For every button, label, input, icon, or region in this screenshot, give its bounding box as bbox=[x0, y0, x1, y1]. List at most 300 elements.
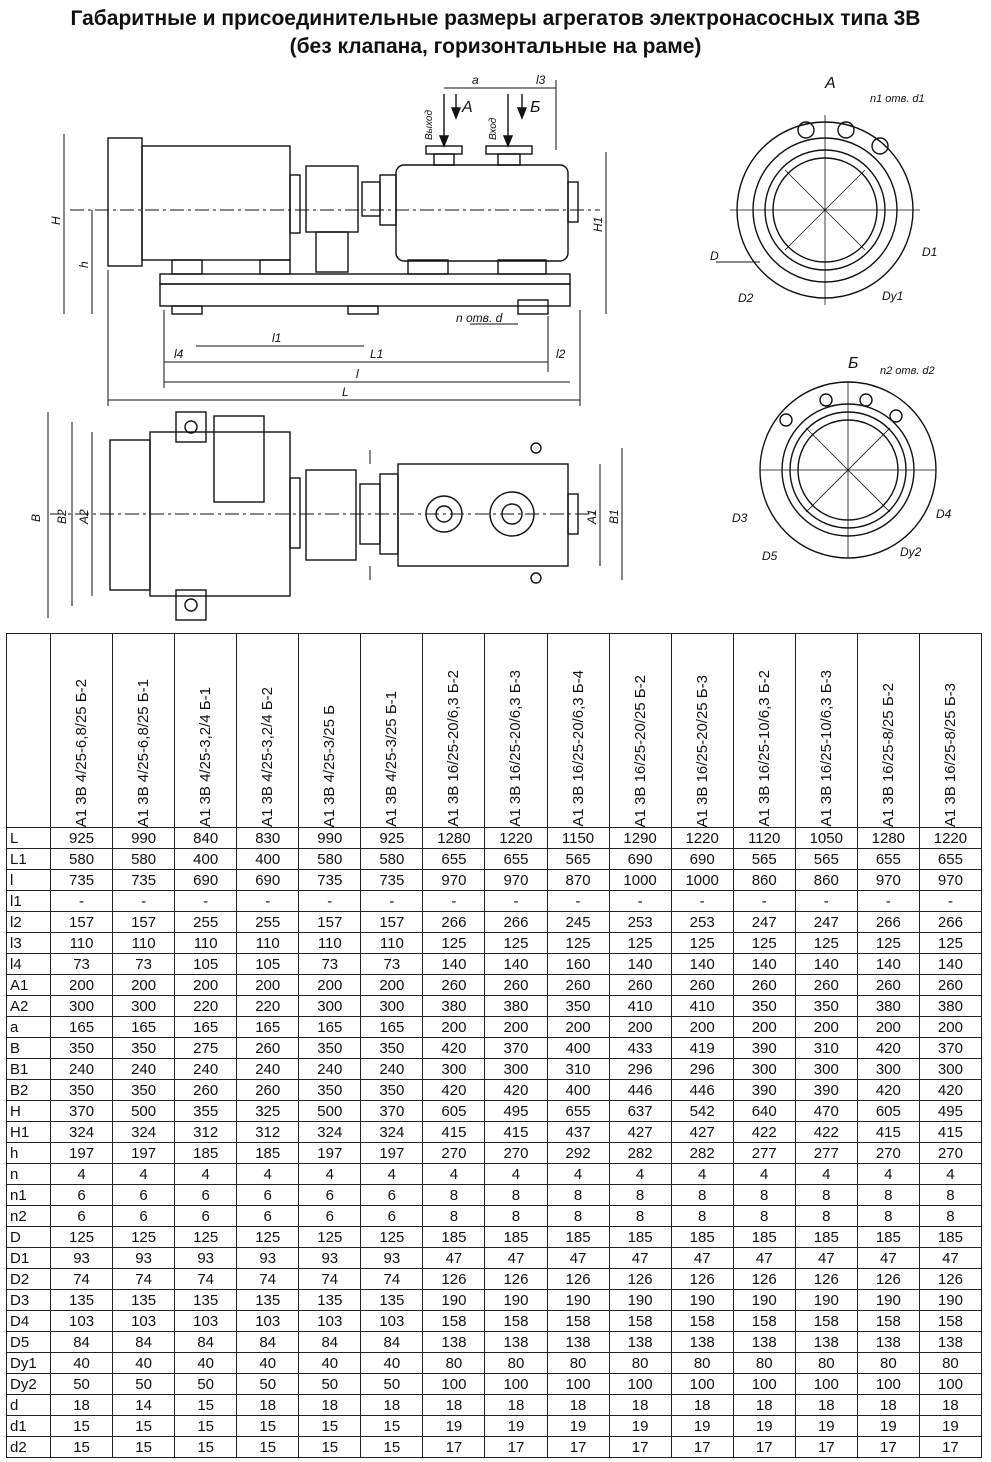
row-parameter-label: H bbox=[7, 1101, 51, 1122]
table-cell: 17 bbox=[547, 1437, 609, 1458]
table-cell: - bbox=[361, 891, 423, 912]
row-parameter-label: B1 bbox=[7, 1059, 51, 1080]
table-cell: 220 bbox=[237, 996, 299, 1017]
table-cell: 580 bbox=[51, 849, 113, 870]
table-cell: 103 bbox=[51, 1311, 113, 1332]
table-cell: 415 bbox=[423, 1122, 485, 1143]
table-cell: 500 bbox=[113, 1101, 175, 1122]
table-cell: 40 bbox=[51, 1353, 113, 1374]
row-parameter-label: H1 bbox=[7, 1122, 51, 1143]
model-header bbox=[51, 634, 113, 828]
model-header-label: А1 3В 4/25-3/25 Б-1 bbox=[383, 691, 401, 827]
table-cell: 40 bbox=[361, 1353, 423, 1374]
table-cell: 260 bbox=[237, 1080, 299, 1101]
table-row bbox=[7, 1017, 982, 1038]
table-cell: 190 bbox=[609, 1290, 671, 1311]
table-cell: 200 bbox=[733, 1017, 795, 1038]
table-cell: 110 bbox=[299, 933, 361, 954]
model-header-label: А1 3В 16/25-20/6,3 Б-4 bbox=[569, 670, 587, 827]
table-cell: 410 bbox=[609, 996, 671, 1017]
table-cell: 40 bbox=[175, 1353, 237, 1374]
table-cell: 200 bbox=[795, 1017, 857, 1038]
table-cell: 420 bbox=[919, 1080, 981, 1101]
row-parameter-label: l1 bbox=[7, 891, 51, 912]
table-cell: 135 bbox=[299, 1290, 361, 1311]
table-cell: 8 bbox=[485, 1206, 547, 1227]
table-cell: 350 bbox=[299, 1080, 361, 1101]
table-cell: 277 bbox=[733, 1143, 795, 1164]
table-cell: 40 bbox=[299, 1353, 361, 1374]
table-cell: 19 bbox=[919, 1416, 981, 1437]
row-parameter-label: B2 bbox=[7, 1080, 51, 1101]
table-cell: 270 bbox=[423, 1143, 485, 1164]
table-cell: 157 bbox=[361, 912, 423, 933]
table-cell: 165 bbox=[175, 1017, 237, 1038]
table-cell: 17 bbox=[795, 1437, 857, 1458]
model-header-label: А1 3В 16/25-20/25 Б-3 bbox=[693, 674, 711, 827]
table-cell: 200 bbox=[671, 1017, 733, 1038]
table-cell: 690 bbox=[609, 849, 671, 870]
table-cell: 300 bbox=[299, 996, 361, 1017]
table-cell: 15 bbox=[237, 1416, 299, 1437]
table-cell: 350 bbox=[361, 1080, 423, 1101]
label-H1: H1 bbox=[591, 216, 605, 232]
table-cell: 4 bbox=[857, 1164, 919, 1185]
technical-drawing bbox=[0, 60, 991, 630]
table-cell: 15 bbox=[51, 1437, 113, 1458]
table-cell: 100 bbox=[733, 1374, 795, 1395]
table-cell: 266 bbox=[857, 912, 919, 933]
table-cell: 190 bbox=[547, 1290, 609, 1311]
label-flange-b-Dy2: Dу2 bbox=[900, 545, 922, 559]
table-cell: 100 bbox=[857, 1374, 919, 1395]
table-cell: 247 bbox=[795, 912, 857, 933]
table-cell: 110 bbox=[361, 933, 423, 954]
table-cell: 260 bbox=[237, 1038, 299, 1059]
table-cell: 84 bbox=[175, 1332, 237, 1353]
table-cell: 138 bbox=[485, 1332, 547, 1353]
table-cell: 47 bbox=[485, 1248, 547, 1269]
table-cell: 270 bbox=[485, 1143, 547, 1164]
table-cell: 15 bbox=[361, 1416, 423, 1437]
row-parameter-label: B bbox=[7, 1038, 51, 1059]
table-row bbox=[7, 1269, 982, 1290]
row-parameter-label: D1 bbox=[7, 1248, 51, 1269]
table-cell: 255 bbox=[175, 912, 237, 933]
table-cell: 125 bbox=[361, 1227, 423, 1248]
table-cell: 270 bbox=[857, 1143, 919, 1164]
table-cell: 80 bbox=[547, 1353, 609, 1374]
table-cell: 8 bbox=[919, 1206, 981, 1227]
table-cell: 1220 bbox=[919, 828, 981, 849]
label-A2: A2 bbox=[77, 509, 91, 524]
table-cell: 860 bbox=[733, 870, 795, 891]
model-header bbox=[795, 634, 857, 828]
table-cell: 300 bbox=[795, 1059, 857, 1080]
table-cell: 100 bbox=[795, 1374, 857, 1395]
table-cell: 80 bbox=[733, 1353, 795, 1374]
table-cell: 105 bbox=[175, 954, 237, 975]
table-cell: 50 bbox=[175, 1374, 237, 1395]
label-L1: L1 bbox=[370, 347, 384, 361]
table-cell: 73 bbox=[51, 954, 113, 975]
table-cell: 93 bbox=[361, 1248, 423, 1269]
table-cell: 47 bbox=[795, 1248, 857, 1269]
table-cell: 735 bbox=[113, 870, 175, 891]
model-header bbox=[175, 634, 237, 828]
label-l3: l3 bbox=[536, 73, 546, 87]
table-row bbox=[7, 1248, 982, 1269]
table-cell: 970 bbox=[857, 870, 919, 891]
table-row bbox=[7, 1374, 982, 1395]
table-cell: 140 bbox=[733, 954, 795, 975]
table-cell: 140 bbox=[919, 954, 981, 975]
table-cell: 15 bbox=[175, 1416, 237, 1437]
table-cell: 185 bbox=[795, 1227, 857, 1248]
row-parameter-label: l bbox=[7, 870, 51, 891]
table-cell: 260 bbox=[671, 975, 733, 996]
table-cell: - bbox=[299, 891, 361, 912]
row-parameter-label: d1 bbox=[7, 1416, 51, 1437]
table-cell: 17 bbox=[485, 1437, 547, 1458]
label-view-b: Б bbox=[848, 355, 859, 372]
table-cell: 690 bbox=[671, 849, 733, 870]
table-cell: 50 bbox=[361, 1374, 423, 1395]
table-cell: 200 bbox=[51, 975, 113, 996]
table-cell: 50 bbox=[299, 1374, 361, 1395]
label-arrow-a: А bbox=[462, 99, 473, 116]
label-B: B bbox=[29, 513, 43, 522]
table-row bbox=[7, 1332, 982, 1353]
table-cell: 8 bbox=[547, 1206, 609, 1227]
table-row bbox=[7, 891, 982, 912]
table-cell: 446 bbox=[671, 1080, 733, 1101]
table-cell: 6 bbox=[175, 1185, 237, 1206]
table-cell: 110 bbox=[113, 933, 175, 954]
table-cell: 110 bbox=[51, 933, 113, 954]
table-cell: 300 bbox=[51, 996, 113, 1017]
table-cell: 4 bbox=[361, 1164, 423, 1185]
table-cell: 125 bbox=[919, 933, 981, 954]
table-cell: 74 bbox=[175, 1269, 237, 1290]
label-a: a bbox=[472, 73, 479, 87]
table-cell: 4 bbox=[795, 1164, 857, 1185]
table-cell: 18 bbox=[361, 1395, 423, 1416]
model-header-label: А1 3В 16/25-8/25 Б-3 bbox=[941, 682, 959, 827]
pump-top bbox=[398, 464, 568, 566]
table-cell: 165 bbox=[237, 1017, 299, 1038]
label-flange-a-D2: D2 bbox=[738, 291, 754, 305]
table-cell: 4 bbox=[113, 1164, 175, 1185]
table-cell: 324 bbox=[51, 1122, 113, 1143]
table-cell: 470 bbox=[795, 1101, 857, 1122]
table-row bbox=[7, 828, 982, 849]
label-flange-a-Dy1: Dу1 bbox=[882, 289, 904, 303]
table-cell: 296 bbox=[609, 1059, 671, 1080]
table-row bbox=[7, 1227, 982, 1248]
table-cell: 6 bbox=[237, 1206, 299, 1227]
table-cell: 185 bbox=[857, 1227, 919, 1248]
table-cell: 135 bbox=[361, 1290, 423, 1311]
table-cell: 420 bbox=[485, 1080, 547, 1101]
table-cell: 240 bbox=[361, 1059, 423, 1080]
table-cell: 324 bbox=[113, 1122, 175, 1143]
table-cell: 165 bbox=[113, 1017, 175, 1038]
table-cell: 126 bbox=[485, 1269, 547, 1290]
table-cell: 19 bbox=[547, 1416, 609, 1437]
table-cell: 200 bbox=[857, 1017, 919, 1038]
table-cell: 312 bbox=[175, 1122, 237, 1143]
table-cell: 158 bbox=[609, 1311, 671, 1332]
table-cell: 350 bbox=[51, 1038, 113, 1059]
table-cell: 197 bbox=[51, 1143, 113, 1164]
table-cell: 415 bbox=[919, 1122, 981, 1143]
table-cell: 50 bbox=[51, 1374, 113, 1395]
table-row bbox=[7, 954, 982, 975]
table-cell: 300 bbox=[733, 1059, 795, 1080]
table-cell: 420 bbox=[857, 1038, 919, 1059]
table-cell: 80 bbox=[857, 1353, 919, 1374]
table-cell: 495 bbox=[919, 1101, 981, 1122]
table-cell: 185 bbox=[237, 1143, 299, 1164]
table-cell: 542 bbox=[671, 1101, 733, 1122]
table-row bbox=[7, 1311, 982, 1332]
table-cell: 350 bbox=[113, 1038, 175, 1059]
table-cell: 990 bbox=[299, 828, 361, 849]
table-cell: 4 bbox=[423, 1164, 485, 1185]
table-cell: 4 bbox=[299, 1164, 361, 1185]
label-flange-a-D1: D1 bbox=[922, 245, 938, 259]
table-cell: 6 bbox=[175, 1206, 237, 1227]
label-h: h bbox=[77, 261, 91, 268]
table-cell: 6 bbox=[361, 1206, 423, 1227]
table-row bbox=[7, 1122, 982, 1143]
model-header-label: А1 3В 16/25-10/6,3 Б-2 bbox=[755, 670, 773, 827]
table-cell: 138 bbox=[609, 1332, 671, 1353]
table-cell: 197 bbox=[113, 1143, 175, 1164]
table-cell: 8 bbox=[857, 1206, 919, 1227]
table-cell: 103 bbox=[113, 1311, 175, 1332]
table-cell: 160 bbox=[547, 954, 609, 975]
table-cell: 185 bbox=[609, 1227, 671, 1248]
table-cell: 6 bbox=[299, 1185, 361, 1206]
table-cell: 19 bbox=[795, 1416, 857, 1437]
table-cell: 125 bbox=[609, 933, 671, 954]
table-row bbox=[7, 1080, 982, 1101]
label-l4: l4 bbox=[174, 347, 184, 361]
table-cell: 40 bbox=[237, 1353, 299, 1374]
table-cell: 74 bbox=[113, 1269, 175, 1290]
table-cell: 93 bbox=[175, 1248, 237, 1269]
table-cell: 18 bbox=[547, 1395, 609, 1416]
table-cell: 140 bbox=[857, 954, 919, 975]
table-cell: 19 bbox=[733, 1416, 795, 1437]
table-cell: 300 bbox=[361, 996, 423, 1017]
row-parameter-label: n1 bbox=[7, 1185, 51, 1206]
table-cell: 300 bbox=[485, 1059, 547, 1080]
table-cell: 830 bbox=[237, 828, 299, 849]
table-cell: 8 bbox=[485, 1185, 547, 1206]
table-cell: 300 bbox=[857, 1059, 919, 1080]
table-cell: 1220 bbox=[485, 828, 547, 849]
table-cell: 690 bbox=[237, 870, 299, 891]
table-cell: 15 bbox=[299, 1416, 361, 1437]
page-subtitle: (без клапана, горизонтальные на раме) bbox=[289, 35, 702, 58]
table-cell: 103 bbox=[361, 1311, 423, 1332]
table-cell: - bbox=[175, 891, 237, 912]
table-row bbox=[7, 1437, 982, 1458]
table-cell: 860 bbox=[795, 870, 857, 891]
table-cell: 18 bbox=[51, 1395, 113, 1416]
table-header-row bbox=[7, 634, 982, 828]
table-cell: 6 bbox=[51, 1206, 113, 1227]
table-cell: 400 bbox=[547, 1038, 609, 1059]
label-arrow-b: Б bbox=[530, 99, 541, 116]
table-cell: 260 bbox=[423, 975, 485, 996]
table-cell: 1280 bbox=[423, 828, 485, 849]
table-cell: 138 bbox=[795, 1332, 857, 1353]
table-cell: 14 bbox=[113, 1395, 175, 1416]
table-cell: 355 bbox=[175, 1101, 237, 1122]
table-cell: 1290 bbox=[609, 828, 671, 849]
table-cell: 100 bbox=[671, 1374, 733, 1395]
table-row bbox=[7, 1353, 982, 1374]
table-cell: 84 bbox=[51, 1332, 113, 1353]
table-cell: 8 bbox=[919, 1185, 981, 1206]
table-cell: 93 bbox=[237, 1248, 299, 1269]
table-cell: 277 bbox=[795, 1143, 857, 1164]
table-cell: 93 bbox=[51, 1248, 113, 1269]
table-cell: 4 bbox=[609, 1164, 671, 1185]
row-parameter-label: h bbox=[7, 1143, 51, 1164]
table-cell: 125 bbox=[175, 1227, 237, 1248]
table-cell: 138 bbox=[919, 1332, 981, 1353]
table-cell: 4 bbox=[547, 1164, 609, 1185]
table-cell: 580 bbox=[361, 849, 423, 870]
table-cell: - bbox=[237, 891, 299, 912]
table-cell: 125 bbox=[113, 1227, 175, 1248]
table-cell: 580 bbox=[113, 849, 175, 870]
table-cell: 47 bbox=[609, 1248, 671, 1269]
table-cell: 126 bbox=[423, 1269, 485, 1290]
label-flange-a-holes: n1 отв. d1 bbox=[870, 93, 925, 105]
table-cell: - bbox=[423, 891, 485, 912]
table-cell: 370 bbox=[485, 1038, 547, 1059]
table-cell: 126 bbox=[733, 1269, 795, 1290]
table-cell: 1000 bbox=[609, 870, 671, 891]
table-cell: 140 bbox=[671, 954, 733, 975]
table-cell: 580 bbox=[299, 849, 361, 870]
table-cell: 1050 bbox=[795, 828, 857, 849]
model-header bbox=[733, 634, 795, 828]
table-cell: 17 bbox=[919, 1437, 981, 1458]
table-cell: 17 bbox=[733, 1437, 795, 1458]
table-cell: 158 bbox=[485, 1311, 547, 1332]
model-header-label: А1 3В 4/25-3/25 Б bbox=[321, 704, 339, 827]
table-cell: - bbox=[857, 891, 919, 912]
table-cell: - bbox=[919, 891, 981, 912]
table-cell: 93 bbox=[113, 1248, 175, 1269]
table-cell: 420 bbox=[423, 1038, 485, 1059]
table-cell: 420 bbox=[423, 1080, 485, 1101]
table-cell: 185 bbox=[547, 1227, 609, 1248]
table-cell: 125 bbox=[237, 1227, 299, 1248]
table-cell: 126 bbox=[795, 1269, 857, 1290]
table-cell: 200 bbox=[547, 1017, 609, 1038]
table-cell: 93 bbox=[299, 1248, 361, 1269]
table-cell: 870 bbox=[547, 870, 609, 891]
table-cell: 1000 bbox=[671, 870, 733, 891]
table-cell: 4 bbox=[919, 1164, 981, 1185]
table-cell: 190 bbox=[795, 1290, 857, 1311]
table-cell: 80 bbox=[423, 1353, 485, 1374]
row-parameter-label: Dу2 bbox=[7, 1374, 51, 1395]
table-cell: 185 bbox=[671, 1227, 733, 1248]
table-cell: 138 bbox=[671, 1332, 733, 1353]
table-cell: 325 bbox=[237, 1101, 299, 1122]
table-cell: 260 bbox=[485, 975, 547, 996]
table-cell: 40 bbox=[113, 1353, 175, 1374]
table-cell: 200 bbox=[361, 975, 423, 996]
table-cell: 19 bbox=[485, 1416, 547, 1437]
table-cell: 100 bbox=[423, 1374, 485, 1395]
table-cell: 73 bbox=[299, 954, 361, 975]
table-row bbox=[7, 1206, 982, 1227]
table-cell: 158 bbox=[547, 1311, 609, 1332]
table-cell: 422 bbox=[733, 1122, 795, 1143]
table-cell: 185 bbox=[733, 1227, 795, 1248]
flange-b-view bbox=[760, 382, 936, 558]
table-cell: 8 bbox=[423, 1206, 485, 1227]
model-header bbox=[609, 634, 671, 828]
table-cell: 200 bbox=[113, 975, 175, 996]
label-B2: B2 bbox=[55, 509, 69, 524]
table-cell: 296 bbox=[671, 1059, 733, 1080]
table-cell: 4 bbox=[671, 1164, 733, 1185]
table-cell: 240 bbox=[175, 1059, 237, 1080]
table-cell: 18 bbox=[671, 1395, 733, 1416]
table-cell: 1220 bbox=[671, 828, 733, 849]
table-cell: 110 bbox=[237, 933, 299, 954]
table-cell: 15 bbox=[51, 1416, 113, 1437]
row-parameter-label: D3 bbox=[7, 1290, 51, 1311]
table-cell: 380 bbox=[423, 996, 485, 1017]
table-cell: 73 bbox=[113, 954, 175, 975]
row-parameter-label: Dу1 bbox=[7, 1353, 51, 1374]
row-parameter-label: l3 bbox=[7, 933, 51, 954]
table-cell: 158 bbox=[733, 1311, 795, 1332]
table-cell: 47 bbox=[671, 1248, 733, 1269]
label-outlet: Выход bbox=[424, 109, 435, 140]
model-header bbox=[423, 634, 485, 828]
table-cell: 415 bbox=[857, 1122, 919, 1143]
model-header bbox=[299, 634, 361, 828]
table-cell: 15 bbox=[361, 1437, 423, 1458]
table-cell: 50 bbox=[237, 1374, 299, 1395]
table-cell: 655 bbox=[919, 849, 981, 870]
table-cell: 495 bbox=[485, 1101, 547, 1122]
table-cell: 433 bbox=[609, 1038, 671, 1059]
table-cell: 185 bbox=[175, 1143, 237, 1164]
table-cell: 350 bbox=[361, 1038, 423, 1059]
table-cell: 15 bbox=[299, 1437, 361, 1458]
label-A1: A1 bbox=[585, 509, 599, 524]
table-row bbox=[7, 912, 982, 933]
table-cell: 103 bbox=[237, 1311, 299, 1332]
table-cell: 15 bbox=[113, 1437, 175, 1458]
row-parameter-label: D2 bbox=[7, 1269, 51, 1290]
model-header bbox=[485, 634, 547, 828]
